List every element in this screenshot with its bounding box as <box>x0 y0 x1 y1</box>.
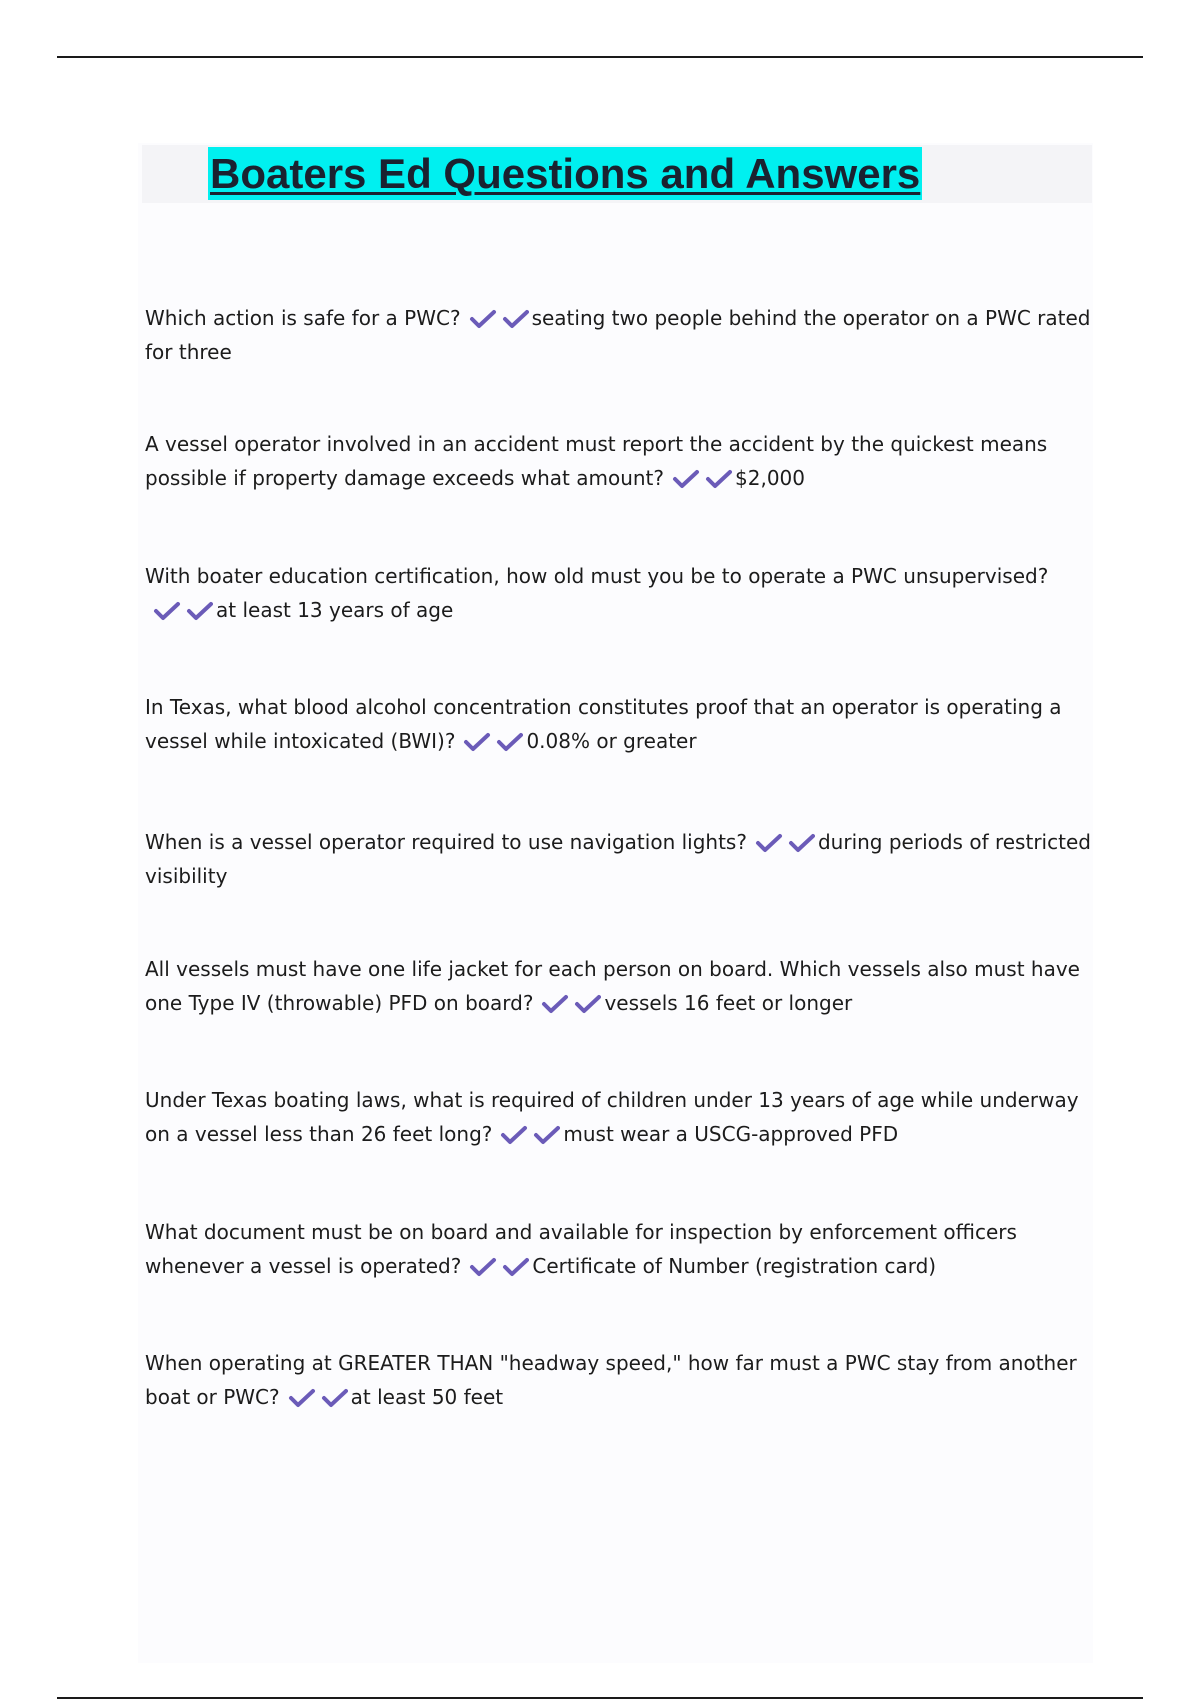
qa-item-9 <box>145 1346 1095 1414</box>
question-text: All vessels must have one life jacket for each person on board. Which vessels also must have one Type IV (throwable) PFD on board? <box>145 957 1080 1015</box>
answer-text: 0.08% or greater <box>526 729 697 753</box>
question-text: A vessel operator involved in an accident must report the accident by the quickest means possible if property damage exceeds what amount? <box>145 432 1048 490</box>
double-check-icon <box>153 601 213 621</box>
answer-text: must wear a USCG-approved PFD <box>563 1122 899 1146</box>
question-text: In Texas, what blood alcohol concentration constitutes proof that an operator is operating a vessel while intoxicated (BWI)? <box>145 695 1062 753</box>
answer-text: at least 50 feet <box>350 1385 504 1409</box>
question-text: Which action is safe for a PWC? <box>145 306 461 330</box>
qa-item-4 <box>145 690 1095 758</box>
double-check-icon <box>755 833 815 853</box>
qa-item-3 <box>145 559 1095 627</box>
qa-item-8 <box>145 1215 1095 1283</box>
double-check-icon <box>288 1388 348 1408</box>
page-body <box>138 143 1093 1663</box>
double-check-icon <box>463 732 523 752</box>
question-text: Under Texas boating laws, what is required of children under 13 years of age while underway on a vessel less than 26 feet long? <box>145 1088 1079 1146</box>
document-title: Boaters Ed Questions and Answers <box>208 147 922 200</box>
answer-text: vessels 16 feet or longer <box>604 991 853 1015</box>
question-text: With boater education certification, how old must you be to operate a PWC unsupervised? <box>145 564 1049 588</box>
qa-item-2 <box>145 427 1095 495</box>
answer-text: seating two people behind the operator on a PWC rated for three <box>145 306 1091 364</box>
answer-text: Certificate of Number (registration card) <box>532 1254 937 1278</box>
question-text: When operating at GREATER THAN "headway speed," how far must a PWC stay from another boat or PWC? <box>145 1351 1077 1409</box>
question-text: What document must be on board and available for inspection by enforcement officers whenever a vessel is operated? <box>145 1220 1017 1278</box>
double-check-icon <box>500 1125 560 1145</box>
double-check-icon <box>541 994 601 1014</box>
qa-item-6 <box>145 952 1095 1020</box>
answer-text: during periods of restricted visibility <box>145 830 1091 888</box>
double-check-icon <box>469 1257 529 1277</box>
double-check-icon <box>469 309 529 329</box>
double-check-icon <box>672 469 732 489</box>
qa-item-7 <box>145 1083 1095 1151</box>
page-bottom-rule <box>57 1697 1143 1699</box>
question-text: When is a vessel operator required to use navigation lights? <box>145 830 747 854</box>
answer-text: $2,000 <box>735 466 805 490</box>
qa-item-1 <box>145 301 1095 369</box>
qa-item-5 <box>145 825 1095 893</box>
answer-text: at least 13 years of age <box>216 598 454 622</box>
page-top-rule <box>57 56 1143 58</box>
